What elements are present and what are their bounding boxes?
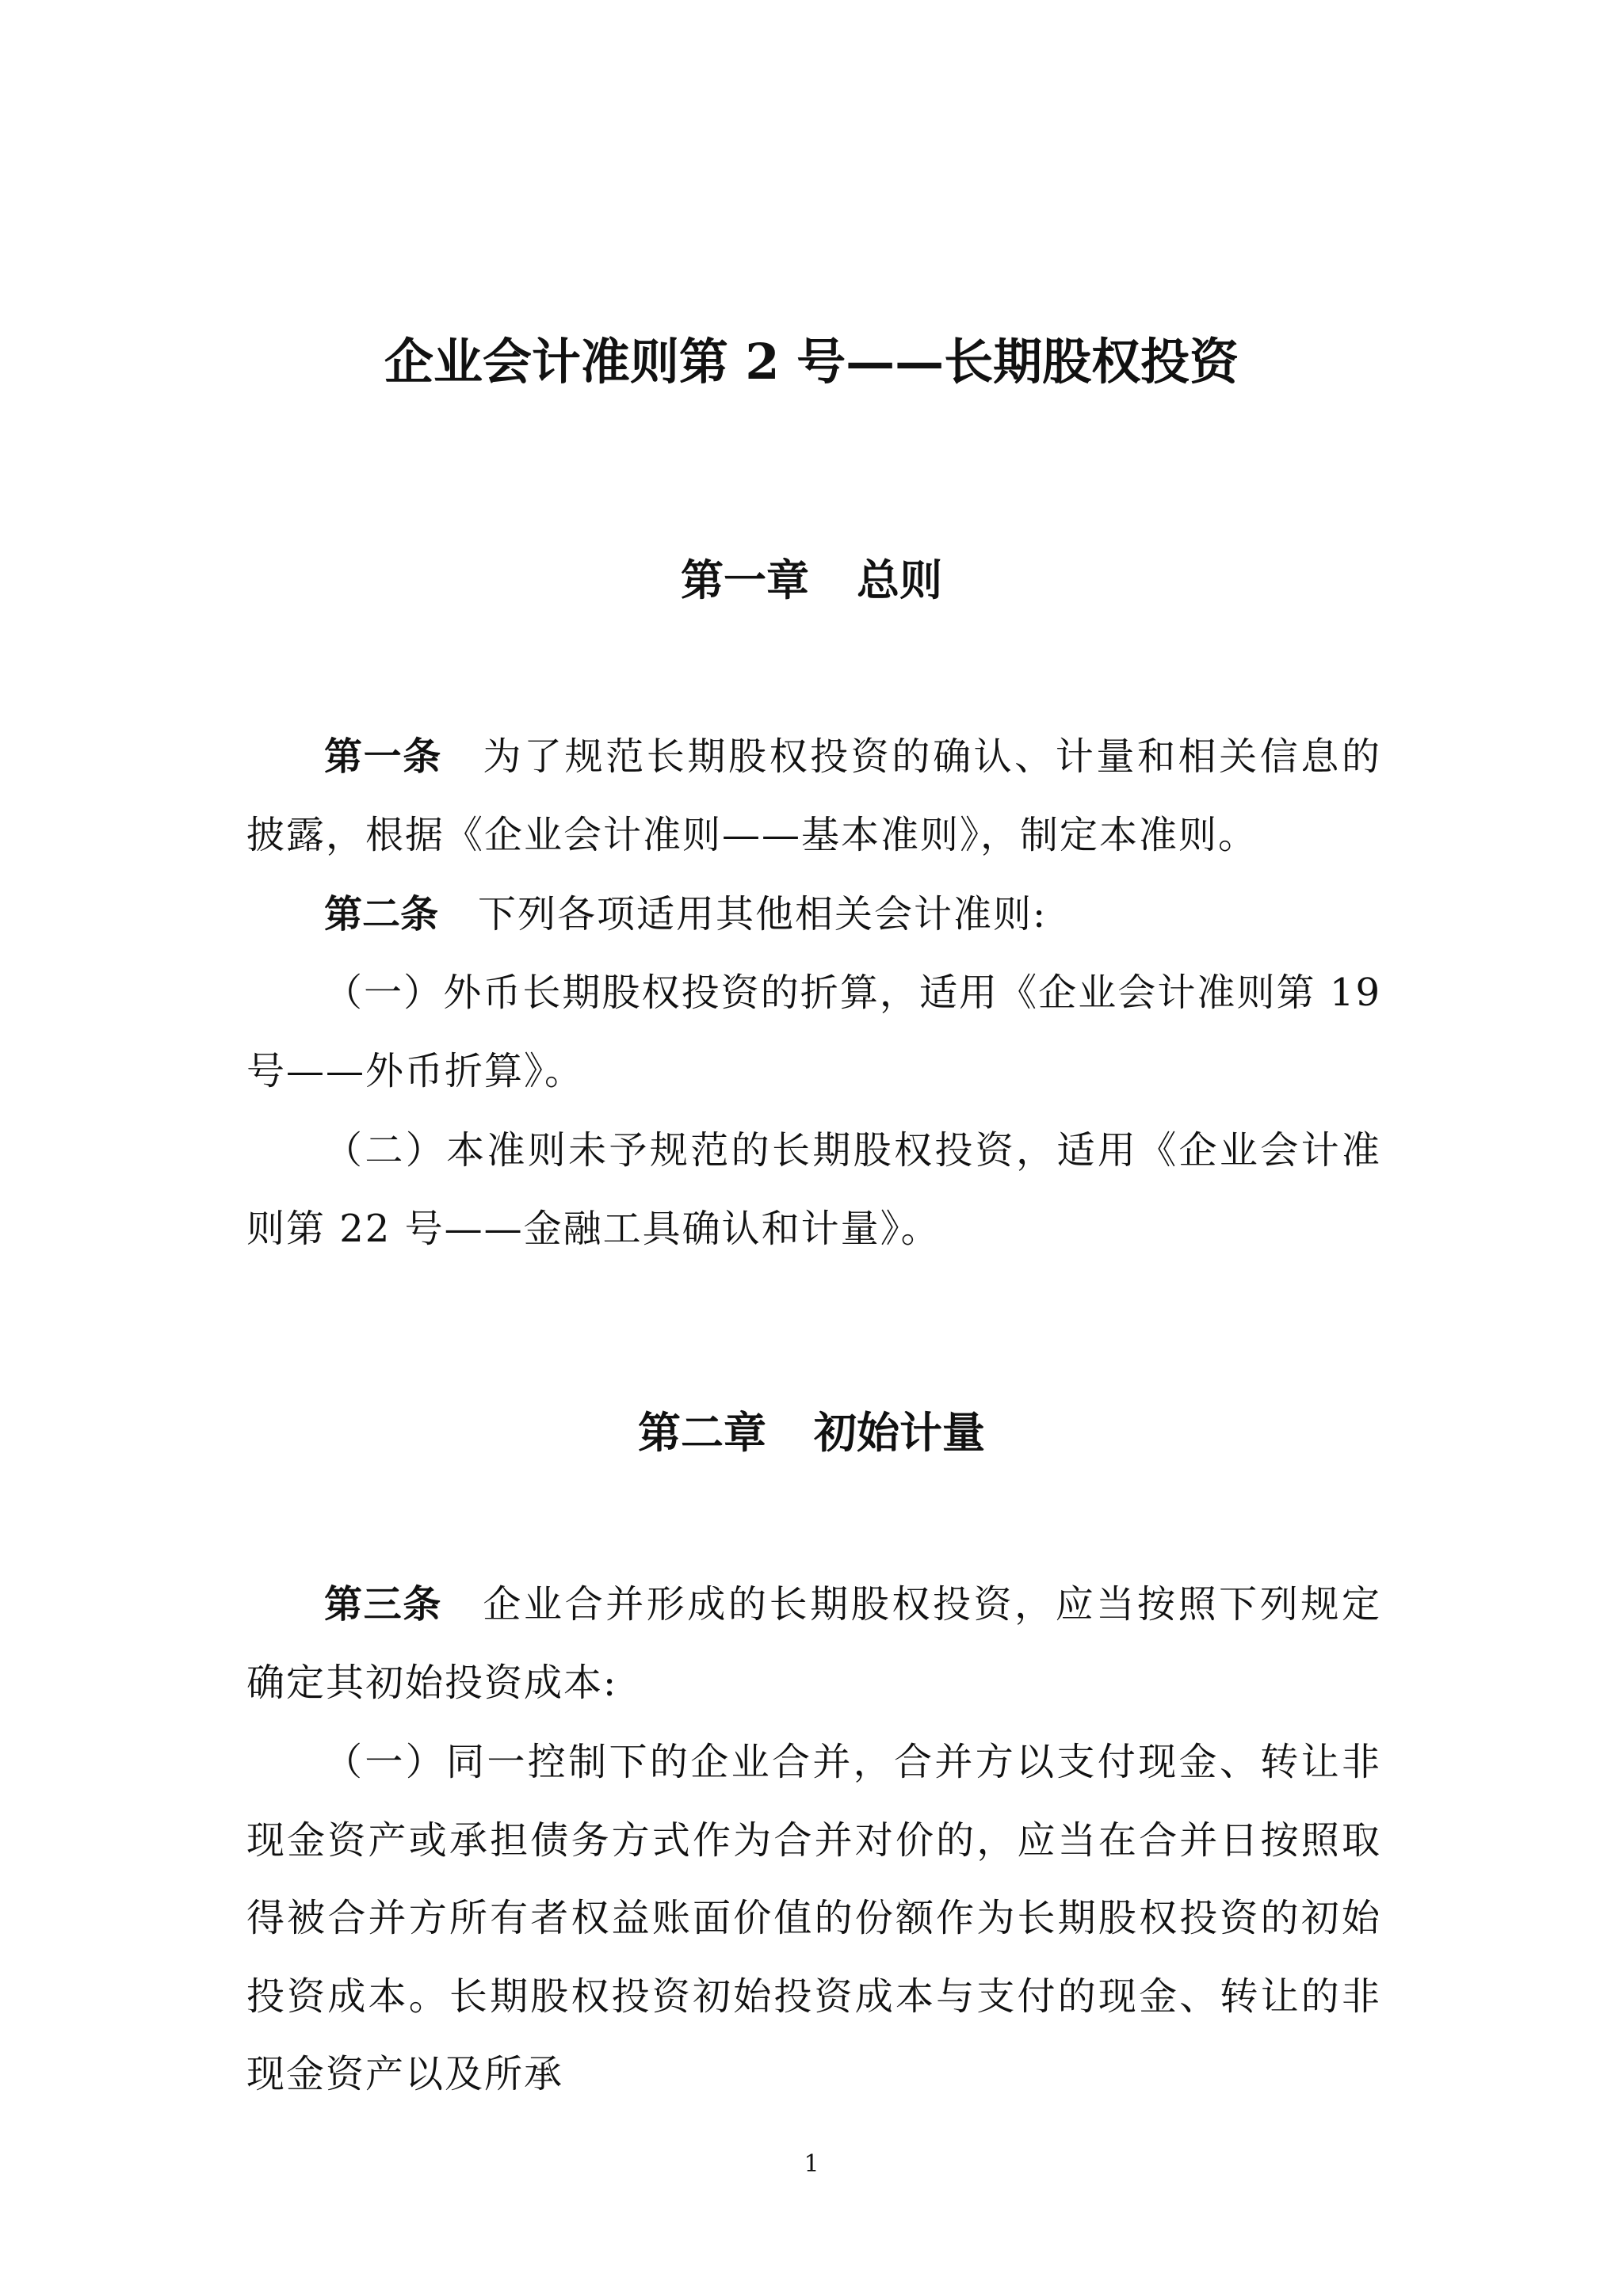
chapter-name: 初始计量 <box>814 1407 985 1458</box>
chapter-number: 第二章 <box>638 1407 766 1458</box>
article-label: 第三条 <box>324 1582 442 1627</box>
article-text: 为了规范长期股权投资的确认、计量和相关信息的披露，根据《企业会计准则——基本准则》，制定本准则。 <box>246 734 1381 857</box>
article-label: 第二条 <box>324 892 439 936</box>
article-text: 下列各项适用其他相关会计准则: <box>478 892 1048 936</box>
article-label: 第一条 <box>324 734 442 779</box>
article-1 <box>246 718 1381 874</box>
article-text: 企业合并形成的长期股权投资，应当按照下列规定确定其初始投资成本: <box>246 1582 1381 1705</box>
chapter-number: 第一章 <box>681 555 809 605</box>
article-2-item-1: （一）外币长期股权投资的折算，适用《企业会计准则第 19 号——外币折算》。 <box>246 971 1381 1093</box>
chapter-heading-1 <box>0 548 1623 612</box>
article-2-item-2: （二）本准则未予规范的长期股权投资，适用《企业会计准则第 22 号——金融工具确认和计量》。 <box>246 1128 1381 1251</box>
chapter-heading-2 <box>0 1401 1623 1464</box>
article-3-item-1: （一）同一控制下的企业合并，合并方以支付现金、转让非现金资产或承担债务方式作为合并对价的，应当在合并日按照取得被合并方所有者权益账面价值的份额作为长期股权投资的初始投资成本。长期股权投资初始投资成本与支付的现金、转让的非现金资产以及所承 <box>246 1740 1381 2096</box>
article-2 <box>246 875 1381 954</box>
page-number: 1 <box>804 2150 819 2178</box>
article-3 <box>246 1566 1381 1722</box>
chapter-name: 总则 <box>857 555 942 605</box>
document-title: 企业会计准则第 2 号——长期股权投资 <box>384 332 1239 391</box>
